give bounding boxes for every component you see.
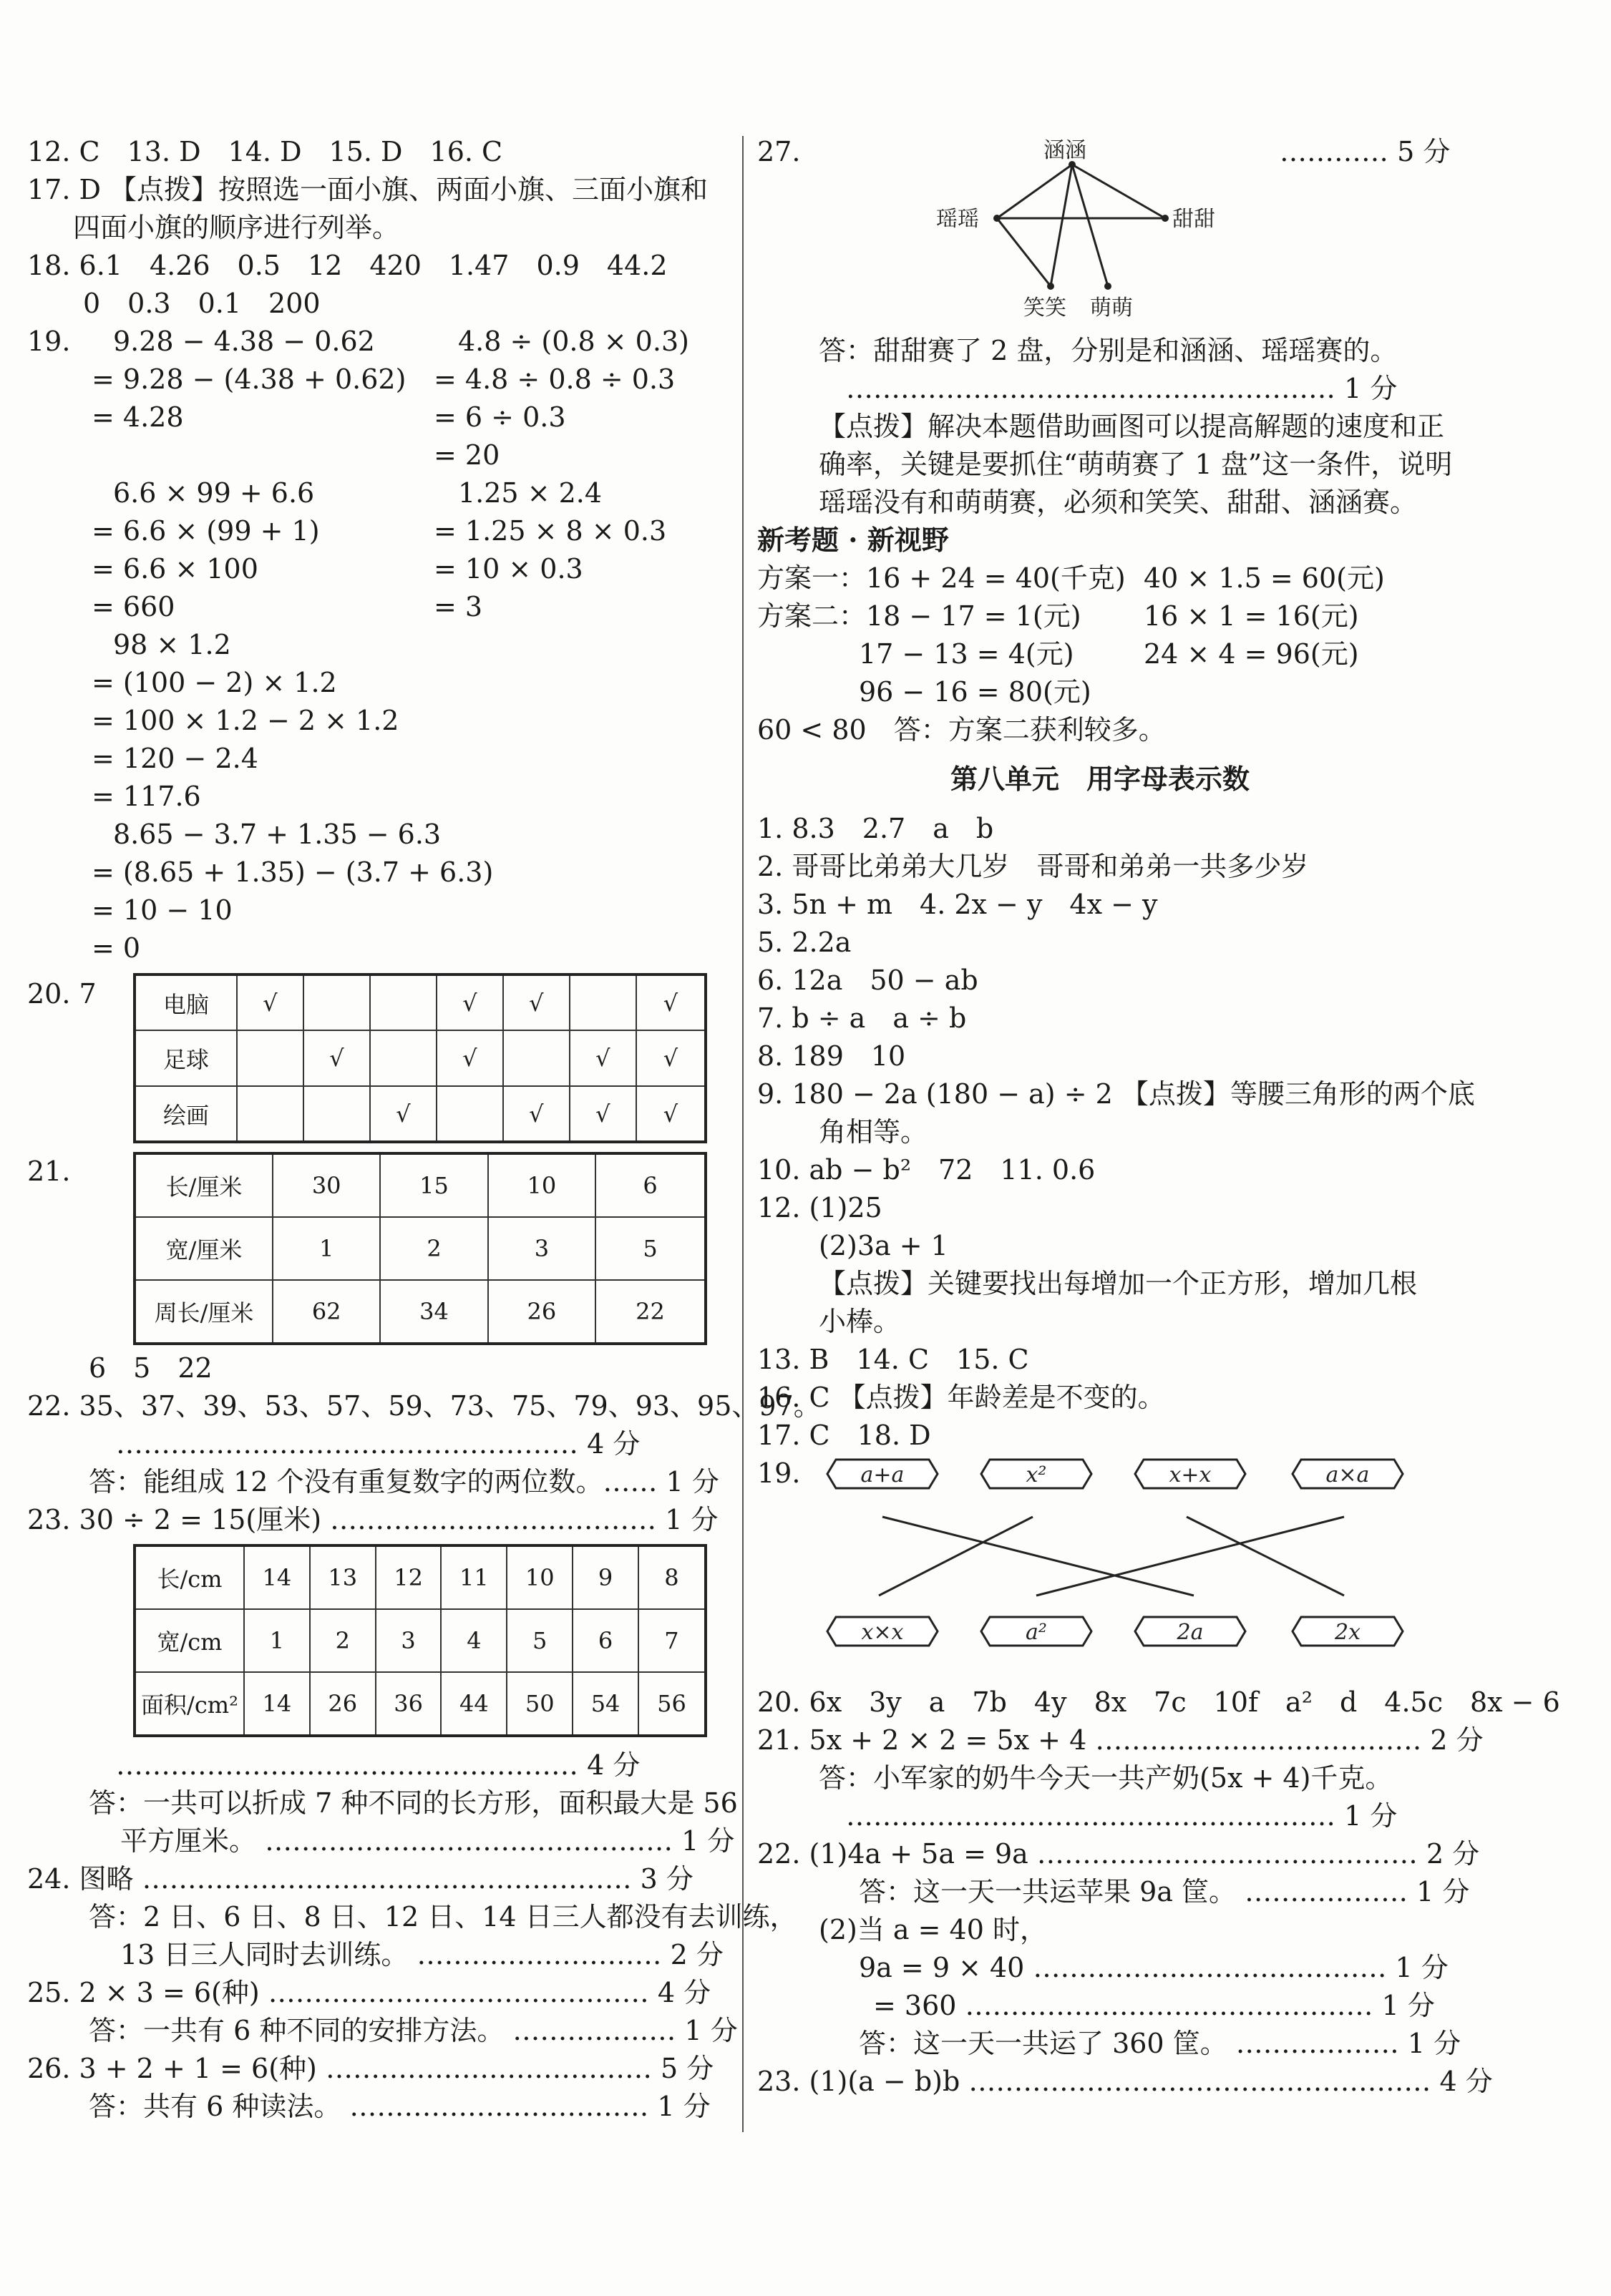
table-cell: 6 [573,1609,638,1673]
answer-line: 答：一共可以折成 7 种不同的长方形，面积最大是 56 [89,1787,738,1819]
answer-line: 1. 8.3 2.7 a b [757,813,994,844]
answer-line: 10. ab − b² 72 11. 0.6 [757,1154,1096,1186]
check-mark [303,974,370,1030]
node-label: 甜甜 [1172,207,1215,232]
calc-step: = 6.6 × (99 + 1) [92,515,320,547]
answer-line: 24 × 4 = 96(元) [1144,638,1359,670]
answer-line: 答：这一天一共运了 360 筐。 ……………… 1 分 [859,2028,1461,2059]
calc-step: 4.8 ÷ (0.8 × 0.3) [458,326,689,357]
score-line: ……………………………………………… 1 分 [846,373,1398,404]
check-mark: √ [503,1086,570,1142]
calc-step: = 3 [434,591,483,622]
score-line: …………………………………………… 4 分 [116,1428,641,1460]
calc-step: = 6 ÷ 0.3 [434,401,566,433]
node-label: 涵涵 [1043,138,1086,163]
diagram-node [1162,215,1169,222]
table-cell: 26 [488,1280,595,1344]
table-cell: 长/厘米 [135,1153,273,1217]
table-cell: 15 [380,1153,487,1217]
answer-line: 答：这一天一共运苹果 9a 筐。 ……………… 1 分 [859,1876,1470,1907]
answer-line: 60 < 80 答：方案二获利较多。 [757,714,1166,746]
table-cell: 10 [488,1153,595,1217]
check-mark: √ [237,974,303,1030]
answer-line: 方案二：18 − 17 = 1(元) [757,600,1081,632]
check-mark: √ [503,974,570,1030]
table-cell: 44 [441,1672,507,1736]
answer-line: 17. C 18. D [757,1420,931,1451]
check-mark [370,1030,437,1086]
table-cell: 5 [507,1609,573,1673]
tip-line: 【点拨】关键要找出每增加一个正方形，增加几根 [819,1268,1418,1299]
answer-line: 6. 12a 50 − ab [757,964,978,996]
check-mark: √ [570,1030,636,1086]
table-cell: 4 [441,1609,507,1673]
answer-line: 12. (1)25 [757,1192,882,1223]
diagram-edge [997,218,1051,286]
answer-line: (2)3a + 1 [819,1230,948,1261]
table-cell: 1 [244,1609,310,1673]
card-label: x² [1026,1462,1047,1487]
table-cell: 9 [573,1545,638,1609]
answer-line: 角相等。 [819,1116,928,1148]
calc-step: 98 × 1.2 [113,629,231,660]
table-cell: 50 [507,1672,573,1736]
table-cell: 3 [376,1609,442,1673]
answer-line: 8. 189 10 [757,1040,906,1072]
calc-step: 6.6 × 99 + 6.6 [113,477,315,509]
answer-line: 0 0.3 0.1 200 [83,288,321,319]
table-cell: 8 [638,1545,706,1609]
table-cell: 34 [380,1280,487,1344]
answer-line: 13 日三人同时去训练。 ……………………… 2 分 [120,1939,724,1970]
check-mark [303,1086,370,1142]
match-line [1036,1517,1344,1596]
card-label: x+x [1169,1462,1212,1487]
q23-table [133,1544,707,1737]
tip-line: 小棒。 [819,1306,901,1337]
table-cell: 10 [507,1545,573,1609]
calc-step: = 10 − 10 [92,894,233,926]
calc-step: = 660 [92,591,175,622]
calc-step: = 1.25 × 8 × 0.3 [434,515,667,547]
answer-line: 26. 3 + 2 + 1 = 6(种) ……………………………… 5 分 [27,2053,714,2084]
calc-step: = 120 − 2.4 [92,743,258,774]
diagram-node [1047,283,1054,290]
section-title: 新考题 · 新视野 [757,524,949,556]
calc-step: = (8.65 + 1.35) − (3.7 + 6.3) [92,856,494,888]
card-label: a×a [1325,1462,1370,1487]
answer-line: 16 × 1 = 16(元) [1144,600,1359,632]
answer-line: 9. 180 − 2a (180 − a) ÷ 2 【点拨】等腰三角形的两个底 [757,1078,1475,1110]
check-mark: √ [437,1030,503,1086]
answer-line: 17 − 13 = 4(元) [859,638,1074,670]
table-cell: 2 [310,1609,376,1673]
table-cell: 22 [595,1280,706,1344]
check-mark [370,974,437,1030]
q21-table [133,1152,707,1345]
table-cell: 6 [595,1153,706,1217]
table-cell: 11 [441,1545,507,1609]
answer-line: 24. 图略 ……………………………………………… 3 分 [27,1863,693,1895]
answer-line: 13. B 14. C 15. C [757,1344,1029,1375]
card-label: x×x [861,1620,904,1645]
table-cell: 14 [244,1672,310,1736]
answer-line: 40 × 1.5 = 60(元) [1144,562,1385,594]
calc-step: = 117.6 [92,781,201,812]
answer-line: 2. 哥哥比弟弟大几岁 哥哥和弟弟一共多少岁 [757,851,1309,882]
table-cell: 56 [638,1672,706,1736]
answer-line: 9a = 9 × 40 ………………………………… 1 分 [859,1952,1449,1983]
answer-line: 5. 2.2a [757,927,852,958]
table-cell: 周长/厘米 [135,1280,273,1344]
table-cell: 宽/cm [135,1609,244,1673]
answer-line: 四面小旗的顺序进行列举。 [73,212,400,243]
card-label: a+a [860,1462,905,1487]
q20-label: 20. 7 [27,978,97,1010]
check-mark: √ [570,1086,636,1142]
check-mark: √ [636,974,706,1030]
answer-line: 21. 5x + 2 × 2 = 5x + 4 ……………………………… 2 分 [757,1724,1484,1756]
answer-line: 3. 5n + m 4. 2x − y 4x − y [757,889,1158,920]
match-line [879,1517,1033,1596]
calc-step: = 4.28 [92,401,184,433]
score-line: ………… 5 分 [1280,136,1451,167]
table-cell: 面积/cm² [135,1672,244,1736]
calc-step: 8.65 − 3.7 + 1.35 − 6.3 [113,819,442,850]
card-label: 2a [1177,1620,1204,1645]
check-mark [237,1030,303,1086]
node-label: 萌萌 [1090,295,1133,321]
card-label: a² [1026,1620,1047,1645]
table-cell: 14 [244,1545,310,1609]
answer-line: 17. D 【点拨】按照选一面小旗、两面小旗、三面小旗和 [27,174,709,205]
score-line: ……………………………………………… 1 分 [846,1800,1398,1832]
table-cell: 宽/厘米 [135,1217,273,1281]
table-cell: 12 [376,1545,442,1609]
q27-label: 27. [757,136,801,167]
calc-step: = 20 [434,439,500,471]
check-mark [503,1030,570,1086]
answer-line: 20. 6x 3y a 7b 4y 8x 7c 10f a² d 4.5c 8x − 6 [757,1686,1560,1718]
answer-line: 答：2 日、6 日、8 日、12 日、14 日三人都没有去训练， [89,1901,797,1933]
answer-line: 方案一：16 + 24 = 40(千克) [757,562,1126,594]
calc-step: = 4.8 ÷ 0.8 ÷ 0.3 [434,363,676,395]
tip-line: 瑶瑶没有和萌萌赛，必须和笑笑、甜甜、涵涵赛。 [819,487,1418,518]
calc-step: 9.28 − 4.38 − 0.62 [113,326,375,357]
check-mark: √ [636,1030,706,1086]
diagram-node [993,215,1001,222]
table-cell: 30 [273,1153,380,1217]
calc-step: = (100 − 2) × 1.2 [92,667,337,698]
table-cell: 54 [573,1672,638,1736]
answer-line: 7. b ÷ a a ÷ b [757,1002,967,1034]
diagram-edge [1051,165,1072,286]
answer-line: 96 − 16 = 80(元) [859,676,1091,708]
answer-line: 6 5 22 [89,1352,213,1384]
answer-line: 16. C 【点拨】年龄差是不变的。 [757,1382,1165,1413]
table-cell: 电脑 [135,974,237,1030]
table-cell: 36 [376,1672,442,1736]
answer-line: 23. 30 ÷ 2 = 15(厘米) ……………………………… 1 分 [27,1504,719,1535]
calc-step: = 9.28 − (4.38 + 0.62) [92,363,407,395]
answer-line: (2)当 a = 40 时， [819,1914,1047,1945]
check-mark [437,1086,503,1142]
diagram-edge [997,165,1072,218]
answer-line: 答：小军家的奶牛今天一共产奶(5x + 4)千克。 [819,1762,1393,1794]
answer-line: 22. 35、37、39、53、57、59、73、75、79、93、95、97。 [27,1390,821,1422]
q19-label: 19. [27,326,71,357]
answer-line: 答：一共有 6 种不同的安排方法。 ……………… 1 分 [89,2015,738,2046]
answer-line: 18. 6.1 4.26 0.5 12 420 1.47 0.9 44.2 [27,250,668,281]
card-label: 2x [1334,1620,1361,1645]
answer-line: 答：能组成 12 个没有重复数字的两位数。…… 1 分 [89,1466,719,1498]
unit-title: 第八单元 用字母表示数 [950,763,1250,795]
calc-step: = 0 [92,932,141,964]
column-divider [742,136,744,2132]
q21-label: 21. [27,1156,71,1187]
q20-table [133,973,707,1143]
check-mark [237,1086,303,1142]
calc-step: = 10 × 0.3 [434,553,583,585]
table-cell: 1 [273,1217,380,1281]
answer-line: 23. (1)(a − b)b …………………………………………… 4 分 [757,2066,1493,2097]
table-cell: 绘画 [135,1086,237,1142]
table-cell: 62 [273,1280,380,1344]
match-line [882,1517,1194,1596]
score-line: …………………………………………… 4 分 [116,1749,641,1781]
answer-line: 12. C 13. D 14. D 15. D 16. C [27,136,503,167]
matching-figure [814,1452,1444,1667]
check-mark [570,974,636,1030]
match-diagram [936,136,1251,329]
node-label: 笑笑 [1023,295,1066,321]
table-cell: 26 [310,1672,376,1736]
tip-line: 【点拨】解决本题借助画图可以提高解题的速度和正 [819,411,1445,442]
answer-line: 答：甜甜赛了 2 盘，分别是和涵涵、瑶瑶赛的。 [819,335,1398,366]
table-cell: 2 [380,1217,487,1281]
check-mark: √ [636,1086,706,1142]
answer-line: 22. (1)4a + 5a = 9a …………………………………… 2 分 [757,1838,1480,1870]
answer-line: 平方厘米。 ……………………………………… 1 分 [120,1825,735,1857]
answer-line: = 360 ……………………………………… 1 分 [873,1990,1435,2021]
table-cell: 13 [310,1545,376,1609]
check-mark: √ [437,974,503,1030]
table-cell: 5 [595,1217,706,1281]
table-cell: 长/cm [135,1545,244,1609]
node-label: 瑶瑶 [936,207,979,232]
calc-step: = 6.6 × 100 [92,553,258,585]
check-mark: √ [370,1086,437,1142]
calc-step: = 100 × 1.2 − 2 × 1.2 [92,705,399,736]
table-cell: 3 [488,1217,595,1281]
match-line [1187,1517,1344,1596]
answer-line: 答：共有 6 种读法。 …………………………… 1 分 [89,2091,711,2122]
check-mark: √ [303,1030,370,1086]
tip-line: 确率，关键是要抓住“萌萌赛了 1 盘”这一条件，说明 [819,449,1453,480]
q19-label: 19. [757,1457,801,1489]
diagram-node [1104,283,1111,290]
table-cell: 足球 [135,1030,237,1086]
answer-line: 25. 2 × 3 = 6(种) …………………………………… 4 分 [27,1977,711,2008]
calc-step: 1.25 × 2.4 [458,477,603,509]
table-cell: 7 [638,1609,706,1673]
